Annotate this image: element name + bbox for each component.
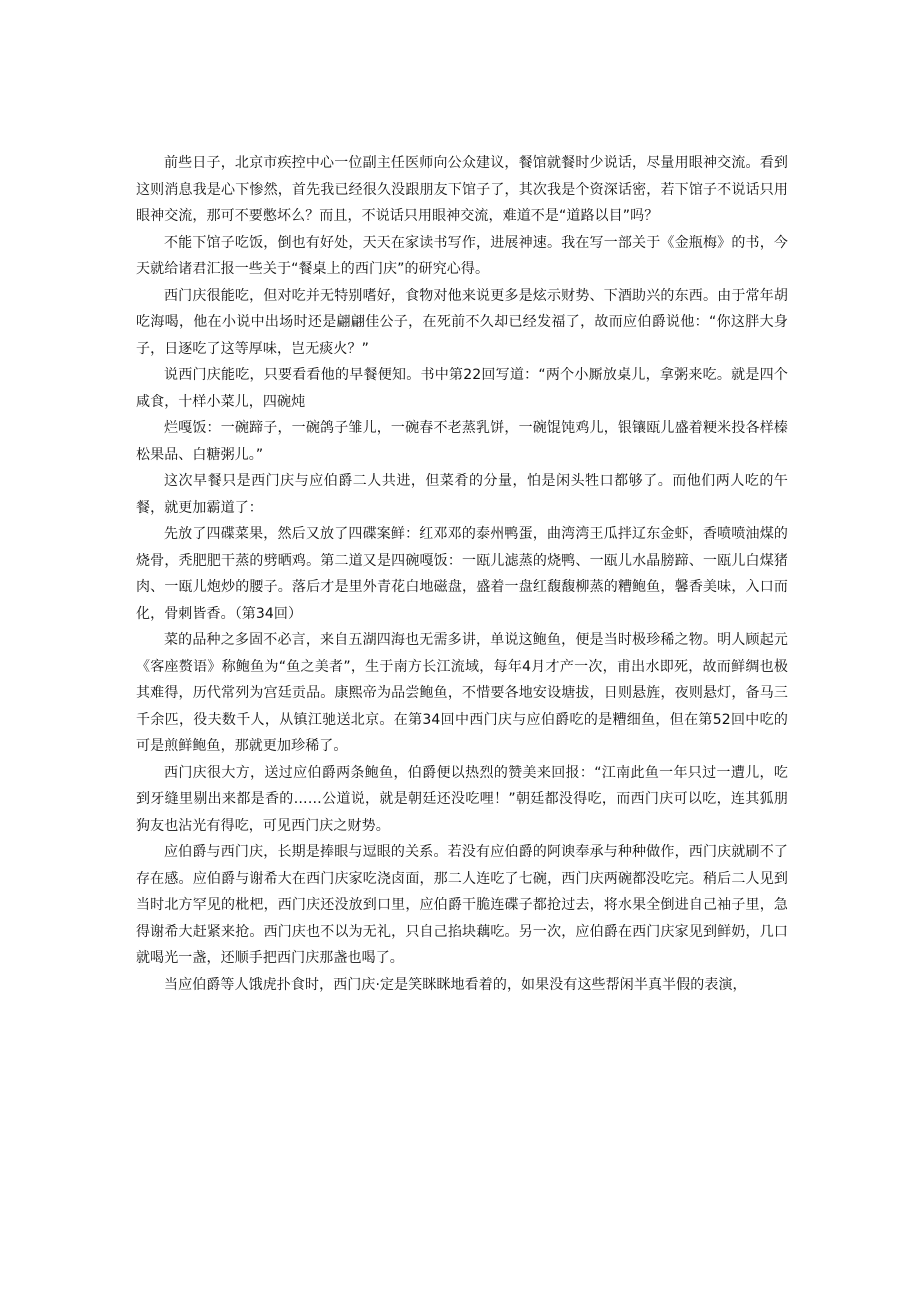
paragraph-6: 这次早餐只是西门庆与应伯爵二人共进，但菜肴的分量，怕是闲头牲口都够了。而他们两人吃的午餐，就更加霸道了：	[136, 473, 788, 516]
paragraph-10: 应伯爵与西门庆，长期是捧眼与逗眼的关系。若没有应伯爵的阿谀奉承与种种做作，西门庆就刷不了存在感。应伯爵与谢希大在西门庆家吃浇卤面，那二人连吃了七碗，西门庆两碗都没吃完。稍后二人见到当时北方罕见的枇杷，西门庆还没放到口里，应伯爵干脆连碟子都抢过去，将水果全倒进自己袖子里，急得谢希大赶紧来抢。西门庆也不以为无礼，只自己掐块藕吃。另一次，应伯爵在西门庆家见到鲜奶，几口就喝光一盏，还顺手把西门庆那盏也喝了。	[136, 844, 788, 966]
paragraph-5: 烂嘎饭：一碗蹄子，一碗鸽子雏儿，一碗春不老蒸乳饼，一碗馄饨鸡儿，银镶瓯儿盛着粳米投各样榛松果品、白糖粥儿。”	[136, 420, 788, 463]
paragraph-11: 当应伯爵等人饿虎扑食时，西门庆·定是笑眯眯地看着的，如果没有这些帮闲半真半假的表演，	[164, 976, 747, 993]
paragraph-8: 菜的品种之多固不必言，来自五湖四海也无需多讲，单说这鲍鱼，便是当时极珍稀之物。明人顾起元《客座赘语》称鲍鱼为“鱼之美者”，生于南方长江流域，每年4月才产一次，甫出水即死，故而鲜绸也极其难得，历代常列为宫廷贡品。康熙帝为品尝鲍鱼，不惜要各地安设塘拔，日则悬旌，夜则悬灯，备马三千余匹，役夫数千人，从镇江驰送北京。在第34回中西门庆与应伯爵吃的是糟细鱼，但在第52回中吃的可是煎鲜鲍鱼，那就更加珍稀了。	[136, 632, 788, 754]
paragraph-4: 说西门庆能吃，只要看看他的早餐便知。书中第22回写道：“两个小厮放桌儿，拿粥来吃。就是四个咸食，十样小菜儿，四碗炖	[136, 367, 788, 410]
paragraph-9: 西门庆很大方，送过应伯爵两条鲍鱼，伯爵便以热烈的赞美来回报：“江南此鱼一年只过一遭儿，吃到牙缝里剔出来都是香的……公道说，就是朝廷还没吃哩！”朝廷都没得吃，而西门庆可以吃，连其狐朋狗友也沾光有得吃，可见西门庆之财势。	[136, 764, 788, 834]
document-page	[136, 150, 788, 998]
paragraph-2: 不能下馆子吃饭，倒也有好处，天天在家读书写作，进展神速。我在写一部关于《金瓶梅》的书，今天就给诸君汇报一些关于“餐桌上的西门庆”的研究心得。	[136, 234, 788, 277]
paragraph-3: 西门庆很能吃，但对吃并无特别嗜好，食物对他来说更多是炫示财势、下酒助兴的东西。由于常年胡吃海喝，他在小说中出场时还是翩翩佳公子，在死前不久却已经发福了，故而应伯爵说他：“你这胖大身子，日逐吃了这等厚味，岂无痰火？”	[136, 287, 788, 357]
paragraph-1: 前些日子，北京市疾控中心一位副主任医师向公众建议，餐馆就餐时少说话，尽量用眼神交流。看到这则消息我是心下惨然，首先我已经很久没跟朋友下馆子了，其次我是个资深话密，若下馆子不说话只用眼神交流，那可不要憋坏么？而且，不说话只用眼神交流，难道不是“道路以目”吗？	[136, 155, 788, 224]
paragraph-7: 先放了四碟菜果，然后又放了四碟案鲜：红邓邓的泰州鸭蛋，曲湾湾王瓜拌辽东金虾，香喷喷油煤的烧骨，秃肥肥干蒸的劈晒鸡。第二道又是四碗嘎饭：一瓯儿滤蒸的烧鸭、一瓯儿水晶膀蹄、一瓯儿白煤猪肉、一瓯儿炮炒的腰子。落后才是里外青花白地磁盘，盛着一盘红馥馥柳蒸的糟鲍鱼，馨香美味，入口而化，骨刺皆香。（第34回）	[136, 526, 788, 622]
